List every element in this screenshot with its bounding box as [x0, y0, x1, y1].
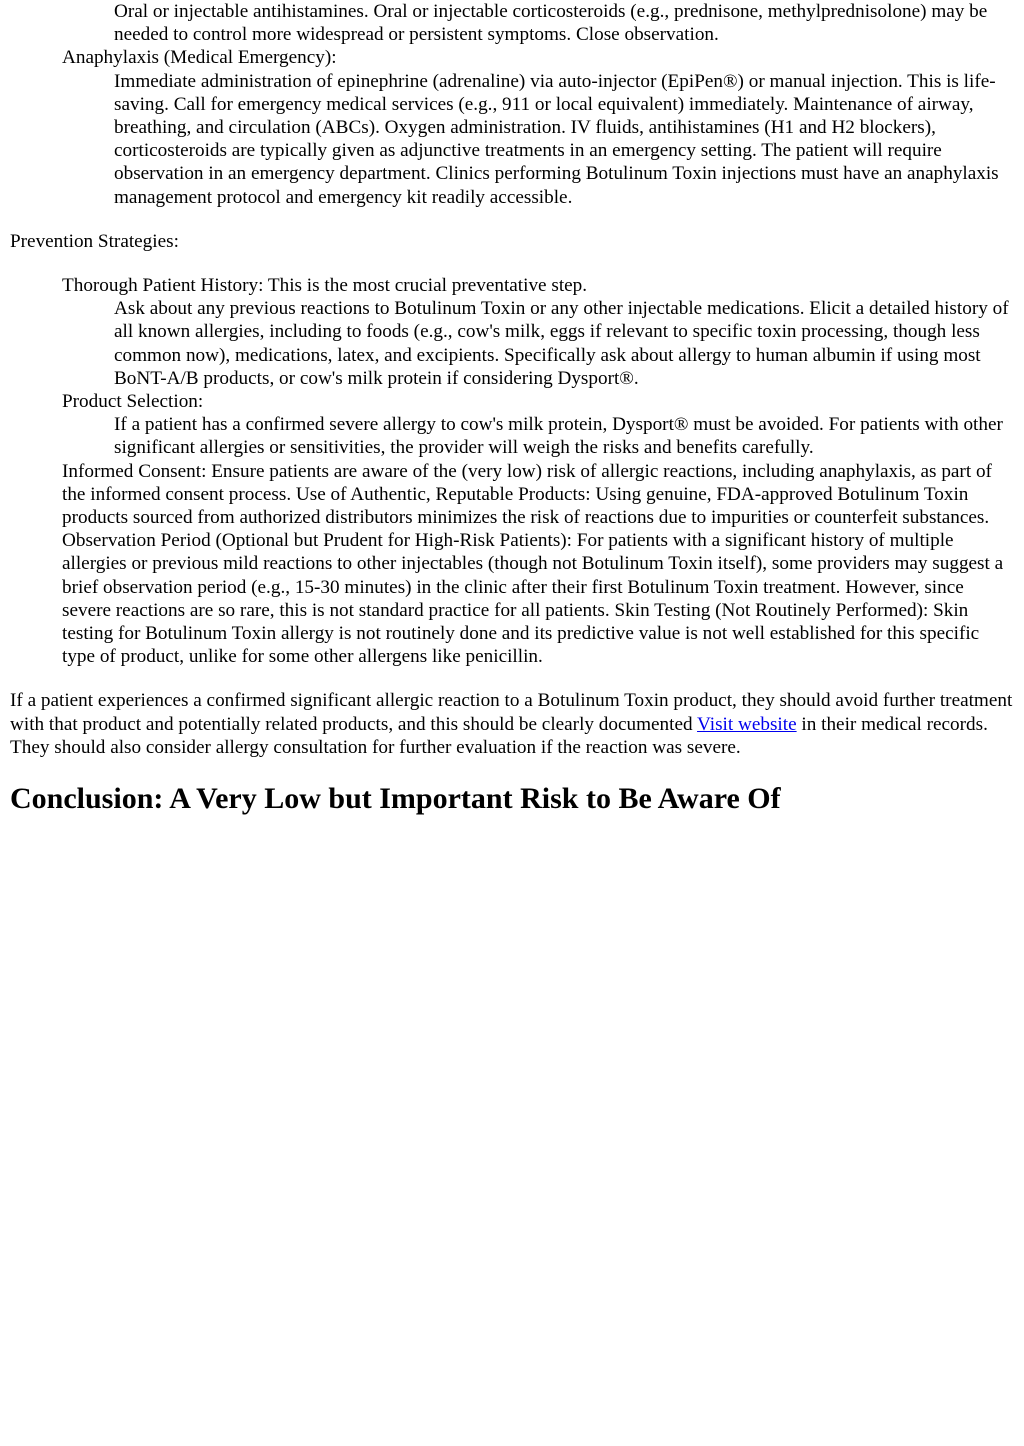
- product-selection-label: Product Selection:: [62, 391, 204, 413]
- closing-text-before-link: If a patient experiences a confirmed significant allergic reaction to a Botulinum Toxin product, they should avoid further treatment with that product and potentially related products, and this should be clearly documented: [10, 690, 1013, 735]
- spacer: [10, 759, 1014, 781]
- anaphylaxis-label: Anaphylaxis (Medical Emergency):: [62, 47, 337, 69]
- spacer: [10, 253, 1014, 274]
- conclusion-heading: Conclusion: A Very Low but Important Risk to Be Aware Of: [10, 782, 781, 816]
- spacer: [10, 209, 1014, 230]
- prevention-title: Prevention Strategies:: [10, 230, 179, 252]
- moderate-treatment-text: Oral or injectable antihistamines. Oral or injectable corticosteroids (e.g., prednisone, methylprednisolone) may be needed to control more widespread or persistent symptoms. Close observation.: [114, 1, 988, 46]
- prevention-details-text: Informed Consent: Ensure patients are aware of the (very low) risk of allergic reactions, including anaphylaxis, as part of the informed consent process. Use of Authentic, Reputable Products: Using genuine, FDA-approved Botulinum Toxin products sourced from authorized distributors minimizes the risk of reactions due to impurities or counterfeit substances. Observation Period (Optional but Prudent for High-Risk Patients): For patients with a significant history of multiple allergies or previous mild reactions to other injectables (though not Botulinum Toxin itself), some providers may suggest a brief observation period (e.g., 15-30 minutes) in the clinic after their first Botulinum Toxin treatment. However, since severe reactions are so rare, this is not standard practice for all patients. Skin Testing (Not Routinely Performed): Skin testing for Botulinum Toxin allergy is not routinely done and its predictive value is not well established for this specific type of product, unlike for some other allergens like penicillin.: [62, 460, 1004, 668]
- anaphylaxis-treatment-text: Immediate administration of epinephrine (adrenaline) via auto-injector (EpiPen®) or manual injection. This is life-saving. Call for emergency medical services (e.g., 911 or local equivalent) immediately. Maintenance of airway, breathing, and circulation (ABCs). Oxygen administration. IV fluids, antihistamines (H1 and H2 blockers), corticosteroids are typically given as adjunctive treatments in an emergency setting. The patient will require observation in an emergency department. Clinics performing Botulinum Toxin injections must have an anaphylaxis management protocol and emergency kit readily accessible.: [114, 70, 999, 208]
- closing-paragraph: [10, 689, 1014, 759]
- patient-history-label: Thorough Patient History: This is the most crucial preventative step.: [62, 275, 588, 297]
- product-selection-text: If a patient has a confirmed severe allergy to cow's milk protein, Dysport® must be avoided. For patients with other significant allergies or sensitivities, the provider will weigh the risks and benefits carefully.: [114, 414, 1003, 459]
- patient-history-text: Ask about any previous reactions to Botulinum Toxin or any other injectable medications. Elicit a detailed history of all known allergies, including to foods (e.g., cow's milk, eggs if relevant to specific toxin processing, though less common now), medications, latex, and excipients. Specifically ask about allergy to human albumin if using most BoNT-A/B products, or cow's milk protein if considering Dysport®.: [114, 298, 1009, 389]
- spacer: [10, 668, 1014, 689]
- closing-text-after-link: in their medical records. They should also consider allergy consultation for further evaluation if the reaction was severe.: [10, 713, 988, 758]
- article-body: [10, 0, 1014, 817]
- visit-website-link[interactable]: Visit website: [697, 713, 797, 735]
